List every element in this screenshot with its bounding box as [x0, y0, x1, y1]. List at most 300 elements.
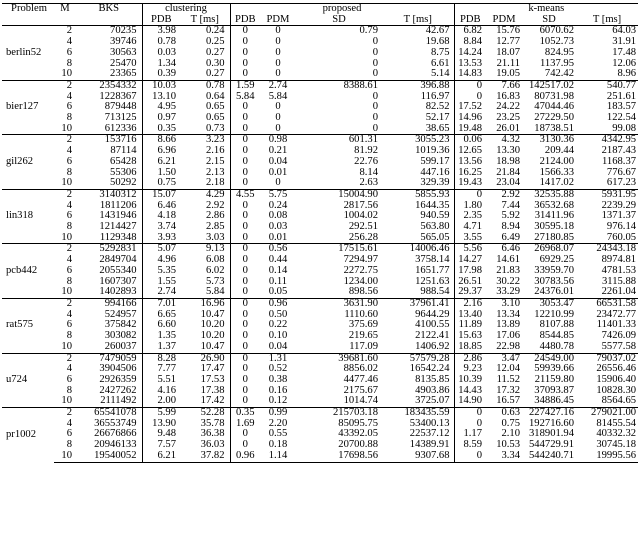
- cell-k-pdm: 8.94: [501, 221, 521, 233]
- cell-p-pdm: 2.74: [260, 80, 296, 91]
- cell-k-pdm: 12.04: [496, 363, 521, 375]
- cell-m: 6: [66, 210, 72, 222]
- cell-k-pdb: 2.35: [463, 210, 483, 222]
- cell-m: 10: [61, 122, 72, 134]
- clustering-pdb-header: PDB: [150, 13, 172, 25]
- cell-m: 2: [54, 408, 76, 419]
- cell-k-pdm: 7.66: [486, 80, 522, 91]
- cell-m: 4: [66, 417, 72, 429]
- cell-c-t: 5.73: [180, 277, 230, 288]
- cell-k-sd: 8544.85: [539, 330, 575, 342]
- cell-m: 8: [66, 221, 72, 233]
- table-row: [2, 396, 638, 407]
- cell-p-t: 14389.91: [382, 440, 454, 451]
- cell-k-pdm: 19.05: [496, 68, 521, 80]
- cell-c-pdb: 4.16: [157, 384, 176, 396]
- cell-k-pdm: 5.92: [501, 210, 521, 222]
- cell-p-pdm: 0.01: [268, 166, 288, 178]
- cell-bks: 3140312: [76, 189, 142, 200]
- cell-k-pdb: 19.43: [458, 177, 483, 189]
- cell-k-sd: 27229.50: [534, 112, 575, 124]
- proposed-pdm-header: PDM: [266, 13, 290, 25]
- cell-k-pdm: 21.11: [496, 57, 521, 69]
- cell-p-t: 38.65: [382, 124, 454, 135]
- cell-bks: 375842: [76, 320, 142, 331]
- cell-k-pdb: 14.83: [458, 68, 483, 80]
- cell-c-t: 0.65: [180, 113, 230, 124]
- cell-p-sd: 1234.00: [343, 275, 378, 287]
- cell-k-pdb: 4.71: [463, 221, 483, 233]
- cell-c-t: 2.15: [180, 157, 230, 168]
- cell-c-pdb: 0.35: [157, 122, 176, 134]
- cell-c-pdb: 3.74: [157, 221, 176, 233]
- cell-p-pdb: 0: [242, 177, 248, 189]
- cell-c-t: 0.78: [180, 80, 230, 91]
- cell-k-pdm: 0.63: [486, 408, 522, 419]
- cell-k-sd: 24549.00: [522, 353, 576, 364]
- cell-p-t: 6.61: [382, 59, 454, 70]
- table-row: [2, 124, 638, 135]
- cell-c-pdb: 1.34: [157, 57, 176, 69]
- cell-bks: 879448: [76, 102, 142, 113]
- cell-c-t: 37.82: [180, 451, 230, 462]
- cell-bks: 65541078: [76, 408, 142, 419]
- cell-bks: 30563: [76, 48, 142, 59]
- cell-k-t: 23472.77: [596, 308, 637, 320]
- cell-p-pdm: 0.12: [268, 395, 288, 407]
- cell-p-pdm: 0.99: [260, 408, 296, 419]
- cell-p-t: 3758.14: [382, 255, 454, 266]
- kmeans-sd-header: SD: [542, 13, 556, 25]
- cell-c-t: 17.42: [180, 396, 230, 407]
- cell-k-t: 2239.29: [601, 199, 637, 211]
- cell-p-pdb: 0: [242, 57, 248, 69]
- cell-k-pdb: 0: [454, 451, 486, 462]
- cell-c-t: 10.47: [180, 310, 230, 321]
- cell-k-t: 5931.95: [576, 189, 638, 200]
- cell-c-pdb: 7.01: [142, 298, 180, 309]
- cell-k-sd: 3053.47: [522, 298, 576, 309]
- cell-p-t: 3055.23: [382, 135, 454, 146]
- cell-k-pdb: 0: [454, 189, 486, 200]
- cell-k-pdm: 10.53: [496, 439, 521, 451]
- bks-header: BKS: [76, 4, 142, 15]
- cell-k-sd: 34886.45: [534, 395, 575, 407]
- table-row: [2, 233, 638, 244]
- cell-k-pdm: 3.10: [486, 298, 522, 309]
- cell-p-pdm: 0.38: [268, 373, 288, 385]
- cell-c-pdb: 13.10: [152, 90, 176, 102]
- cell-c-t: 16.96: [180, 298, 230, 309]
- cell-c-pdb: 10.03: [142, 80, 180, 91]
- cell-k-t: 1168.37: [602, 155, 637, 167]
- cell-k-sd: 21159.80: [534, 373, 575, 385]
- cell-k-t: 15906.40: [596, 373, 637, 385]
- cell-p-sd: 0: [372, 101, 378, 113]
- cell-k-pdm: 6.49: [501, 231, 521, 243]
- cell-c-pdb: 5.07: [142, 244, 180, 255]
- cell-m: 10: [61, 286, 72, 298]
- table-row: [2, 48, 638, 59]
- cell-p-sd: 8.14: [359, 166, 378, 178]
- cell-k-t: 26556.46: [596, 363, 637, 375]
- table-row: [2, 189, 638, 200]
- table-row: [2, 375, 638, 386]
- cell-k-t: 3115.88: [602, 275, 637, 287]
- problem-name: rat575: [2, 298, 54, 353]
- cell-bks: 1402893: [76, 287, 142, 298]
- cell-c-t: 0.27: [180, 48, 230, 59]
- kmeans-t-header: T [ms]: [592, 13, 622, 25]
- cell-c-pdb: 13.90: [152, 417, 176, 429]
- cell-bks: 2354332: [76, 80, 142, 91]
- cell-k-pdb: 1.80: [463, 199, 483, 211]
- cell-p-pdm: 0.21: [268, 145, 288, 157]
- cell-k-sd: 227427.16: [522, 408, 576, 419]
- cell-c-t: 4.29: [180, 189, 230, 200]
- cell-k-pdb: 13.53: [458, 57, 483, 69]
- problem-name: berlin52: [2, 26, 54, 81]
- cell-k-t: 122.54: [606, 112, 637, 124]
- cell-bks: 26676866: [76, 429, 142, 440]
- kmeans-pdb-header: PDB: [459, 13, 481, 25]
- cell-p-sd: 0: [372, 46, 378, 58]
- cell-k-sd: 12210.99: [534, 308, 575, 320]
- cell-p-sd: 7294.97: [343, 254, 378, 266]
- cell-c-t: 2.86: [180, 211, 230, 222]
- cell-bks: 2926359: [76, 375, 142, 386]
- cell-c-pdb: 9.48: [157, 428, 176, 440]
- cell-p-pdb: 0: [242, 264, 248, 276]
- cell-k-sd: 59939.66: [534, 363, 575, 375]
- cell-k-t: 540.77: [576, 80, 638, 91]
- cell-p-sd: 2272.75: [343, 264, 378, 276]
- cell-p-pdm: 0.16: [268, 384, 288, 396]
- cell-p-pdm: 0.22: [268, 319, 288, 331]
- cell-k-sd: 30783.56: [534, 275, 575, 287]
- cell-k-sd: 3130.36: [522, 135, 576, 146]
- cell-m: 4: [66, 36, 72, 48]
- cell-k-pdm: 26.01: [496, 122, 521, 134]
- cell-c-pdb: 8.66: [142, 135, 180, 146]
- cell-k-t: 279021.00: [576, 408, 638, 419]
- cell-p-pdb: 0: [230, 298, 260, 309]
- cell-k-pdb: 2.86: [454, 353, 486, 364]
- cell-p-t: 22537.12: [382, 429, 454, 440]
- cell-bks: 994166: [76, 298, 142, 309]
- cell-k-pdm: 21.84: [496, 166, 521, 178]
- cell-k-sd: 824.95: [544, 46, 575, 58]
- cell-c-t: 0.64: [180, 92, 230, 103]
- cell-p-pdb: 0: [230, 135, 260, 146]
- cell-k-t: 8.96: [617, 68, 637, 80]
- cell-p-sd: 0: [372, 57, 378, 69]
- cell-m: 2: [54, 244, 76, 255]
- cell-p-sd: 0: [372, 112, 378, 124]
- cell-p-pdm: 0.44: [268, 254, 288, 266]
- cell-k-pdm: 3.47: [486, 353, 522, 364]
- cell-p-pdm: 0.11: [268, 275, 288, 287]
- cell-c-t: 10.47: [180, 342, 230, 353]
- cell-k-pdm: 24.22: [496, 101, 521, 113]
- cell-p-t: 16542.24: [382, 364, 454, 375]
- cell-p-t: 563.80: [382, 222, 454, 233]
- cell-k-pdb: 16.25: [458, 166, 483, 178]
- cell-p-sd: 2175.67: [343, 384, 378, 396]
- cell-p-pdb: 0: [242, 199, 248, 211]
- problem-name: lin318: [2, 189, 54, 244]
- cell-p-pdb: 0: [230, 244, 260, 255]
- cell-k-sd: 36532.68: [534, 199, 575, 211]
- table-row: [2, 266, 638, 277]
- cell-k-t: 183.57: [606, 101, 637, 113]
- cell-c-t: 5.84: [180, 287, 230, 298]
- cell-p-t: 1651.77: [382, 266, 454, 277]
- cell-bks: 1228367: [76, 92, 142, 103]
- cell-p-t: 5855.93: [382, 189, 454, 200]
- cell-bks: 23365: [76, 69, 142, 80]
- problem-name: pr1002: [2, 408, 54, 463]
- cell-c-pdb: 6.21: [142, 451, 180, 462]
- cell-p-pdb: 0: [242, 330, 248, 342]
- cell-m: 10: [61, 68, 72, 80]
- cell-k-sd: 2124.00: [539, 155, 575, 167]
- cell-k-t: 4781.53: [601, 264, 637, 276]
- header-row-2: [2, 15, 638, 26]
- cell-m: 4: [66, 90, 72, 102]
- kmeans-pdm-header: PDM: [492, 13, 516, 25]
- cell-k-sd: 27180.85: [534, 231, 575, 243]
- cell-c-t: 6.08: [180, 255, 230, 266]
- cell-p-pdb: 0: [242, 112, 248, 124]
- cell-bks: 50292: [76, 178, 142, 189]
- cell-k-pdm: 17.32: [496, 384, 521, 396]
- cell-k-t: 64.03: [576, 26, 638, 37]
- cell-p-t: 57579.28: [382, 353, 454, 364]
- cell-p-sd: 0: [372, 122, 378, 134]
- cell-c-t: 3.03: [180, 233, 230, 244]
- cell-c-pdb: 4.95: [157, 101, 176, 113]
- cell-p-sd: 2.63: [359, 177, 378, 189]
- cell-m: 2: [54, 80, 76, 91]
- cell-c-t: 10.20: [180, 320, 230, 331]
- cell-p-pdb: 0: [242, 340, 248, 352]
- cell-p-t: 599.17: [382, 157, 454, 168]
- table-row: [2, 287, 638, 298]
- cell-k-t: 2261.04: [601, 286, 637, 298]
- cell-bks: 2849704: [76, 255, 142, 266]
- cell-k-pdb: 11.89: [458, 319, 483, 331]
- cell-k-pdm: 13.34: [496, 308, 521, 320]
- cell-p-pdb: 0: [242, 395, 248, 407]
- cell-p-sd: 898.56: [348, 286, 378, 298]
- cell-p-pdb: 0: [242, 210, 248, 222]
- cell-k-pdm: 7.44: [501, 199, 521, 211]
- cell-m: 10: [61, 340, 72, 352]
- cell-p-pdm: 0.04: [268, 155, 288, 167]
- cell-k-sd: 209.44: [544, 145, 575, 157]
- cell-p-sd: 85095.75: [338, 417, 378, 429]
- table-row: [2, 37, 638, 48]
- cell-p-t: 565.05: [382, 233, 454, 244]
- cell-k-pdm: 30.22: [496, 275, 521, 287]
- cell-p-pdm: 5.75: [260, 189, 296, 200]
- cell-c-pdb: 2.74: [157, 286, 176, 298]
- table-row: [2, 59, 638, 70]
- cell-p-pdm: 0.96: [260, 298, 296, 309]
- cell-p-pdm: 0: [275, 68, 281, 80]
- clustering-t-header: T [ms]: [180, 15, 230, 26]
- cell-c-pdb: 0.75: [157, 177, 176, 189]
- cell-k-pdm: 23.25: [496, 112, 521, 124]
- cell-k-pdb: 2.16: [454, 298, 486, 309]
- cell-c-t: 17.53: [180, 375, 230, 386]
- cell-k-t: 10828.30: [596, 384, 637, 396]
- cell-k-t: 66531.58: [576, 298, 638, 309]
- cell-c-t: 10.20: [180, 331, 230, 342]
- cell-p-t: 1406.92: [382, 342, 454, 353]
- cell-m: 8: [66, 439, 72, 451]
- cell-k-t: 19995.56: [576, 451, 638, 462]
- cell-m: 8: [66, 384, 72, 396]
- cell-k-sd: 33959.70: [534, 264, 575, 276]
- cell-bks: 1431946: [76, 211, 142, 222]
- cell-k-pdm: 18.07: [496, 46, 521, 58]
- cell-k-sd: 6929.25: [539, 254, 575, 266]
- cell-c-pdb: 0.39: [157, 68, 176, 80]
- cell-c-t: 36.03: [180, 440, 230, 451]
- cell-p-t: 116.97: [382, 92, 454, 103]
- cell-p-sd: 22.76: [354, 155, 378, 167]
- cell-p-pdm: 0.08: [268, 210, 288, 222]
- cell-bks: 65428: [76, 157, 142, 168]
- cell-p-t: 940.59: [382, 211, 454, 222]
- cell-c-pdb: 6.60: [157, 319, 176, 331]
- cell-m: 6: [66, 101, 72, 113]
- cell-bks: 303082: [76, 331, 142, 342]
- cell-m: 10: [61, 231, 72, 243]
- cell-bks: 7479059: [76, 353, 142, 364]
- cell-p-pdb: 0: [230, 26, 260, 37]
- cell-p-pdm: 1.14: [260, 451, 296, 462]
- cell-c-pdb: 6.65: [157, 308, 176, 320]
- cell-p-pdm: 0.52: [268, 363, 288, 375]
- cell-c-t: 0.73: [180, 124, 230, 135]
- cell-p-pdm: 0.04: [268, 340, 288, 352]
- cell-p-pdm: 0.24: [268, 199, 288, 211]
- cell-k-pdb: 17.98: [458, 264, 483, 276]
- cell-c-pdb: 1.55: [157, 275, 176, 287]
- problem-name: gil262: [2, 135, 54, 190]
- cell-p-sd: 0: [372, 68, 378, 80]
- cell-bks: 1129348: [76, 233, 142, 244]
- cell-k-pdb: 0.06: [454, 135, 486, 146]
- cell-m: 8: [66, 166, 72, 178]
- cell-p-sd: 81.92: [354, 145, 378, 157]
- cell-k-pdm: 23.04: [496, 177, 521, 189]
- cell-k-pdm: 16.57: [496, 395, 521, 407]
- cell-k-pdb: 26.51: [458, 275, 483, 287]
- cell-c-t: 26.90: [180, 353, 230, 364]
- cell-m: 8: [66, 275, 72, 287]
- cell-k-pdb: 14.96: [458, 112, 483, 124]
- cell-p-sd: 117.09: [349, 340, 378, 352]
- cell-p-t: 4100.55: [382, 320, 454, 331]
- cell-k-t: 99.08: [612, 122, 637, 134]
- cell-m: 4: [66, 145, 72, 157]
- cell-c-t: 2.92: [180, 201, 230, 212]
- cell-p-pdm: 0: [275, 46, 281, 58]
- cell-k-t: 24343.18: [576, 244, 638, 255]
- table-row: [2, 157, 638, 168]
- cell-c-pdb: 5.99: [142, 408, 180, 419]
- cell-c-t: 17.47: [180, 364, 230, 375]
- cell-p-pdm: 0.56: [260, 244, 296, 255]
- cell-p-t: 183435.59: [382, 408, 454, 419]
- cell-p-t: 14006.46: [382, 244, 454, 255]
- cell-p-sd: 0.79: [296, 26, 382, 37]
- cell-p-pdb: 0: [230, 353, 260, 364]
- problem-name: u724: [2, 353, 54, 408]
- cell-k-t: 1371.37: [601, 210, 637, 222]
- cell-k-sd: 544240.71: [522, 451, 576, 462]
- cell-k-sd: 742.42: [544, 68, 575, 80]
- cell-k-t: 2187.43: [601, 145, 637, 157]
- cell-p-pdb: 0: [242, 36, 248, 48]
- cell-k-pdb: 14.24: [458, 46, 483, 58]
- cell-k-pdm: 0.75: [501, 417, 521, 429]
- cell-p-pdb: 0: [242, 286, 248, 298]
- cell-m: 4: [66, 363, 72, 375]
- cell-p-sd: 17698.56: [296, 451, 382, 462]
- cell-k-pdb: 6.82: [454, 26, 486, 37]
- cell-c-t: 0.25: [180, 37, 230, 48]
- cell-p-sd: 292.51: [348, 221, 378, 233]
- cell-p-pdm: 5.84: [268, 90, 288, 102]
- problem-name: bier127: [2, 80, 54, 135]
- cell-k-pdb: 1.17: [463, 428, 483, 440]
- cell-k-sd: 47044.46: [534, 101, 575, 113]
- cell-k-pdb: 14.43: [458, 384, 483, 396]
- cell-p-t: 2122.41: [382, 331, 454, 342]
- cell-k-t: 776.67: [606, 166, 637, 178]
- cell-p-pdb: 0: [242, 122, 248, 134]
- cell-c-pdb: 4.96: [157, 254, 176, 266]
- cell-p-pdb: 1.59: [230, 80, 260, 91]
- cell-m: 4: [66, 308, 72, 320]
- cell-p-pdb: 0: [242, 155, 248, 167]
- cell-k-sd: 544729.91: [529, 439, 575, 451]
- cell-p-pdb: 0: [242, 319, 248, 331]
- cell-bks: 1214427: [76, 222, 142, 233]
- cell-p-sd: 0: [372, 90, 378, 102]
- cell-p-t: 82.52: [382, 102, 454, 113]
- cell-k-pdb: 12.65: [458, 145, 483, 157]
- cell-bks: 39746: [76, 37, 142, 48]
- cell-c-t: 17.38: [180, 386, 230, 397]
- cell-m: 2: [54, 26, 76, 37]
- cell-p-pdm: 0: [275, 177, 281, 189]
- cell-p-pdm: 0.14: [268, 264, 288, 276]
- cell-c-t: 52.28: [180, 408, 230, 419]
- cell-k-t: 4342.95: [576, 135, 638, 146]
- cell-c-t: 2.16: [180, 146, 230, 157]
- cell-p-sd: 215703.18: [296, 408, 382, 419]
- table-row: [2, 135, 638, 146]
- cell-k-t: 5577.58: [601, 340, 637, 352]
- cell-k-sd: 8107.88: [539, 319, 575, 331]
- cell-k-pdm: 18.98: [496, 155, 521, 167]
